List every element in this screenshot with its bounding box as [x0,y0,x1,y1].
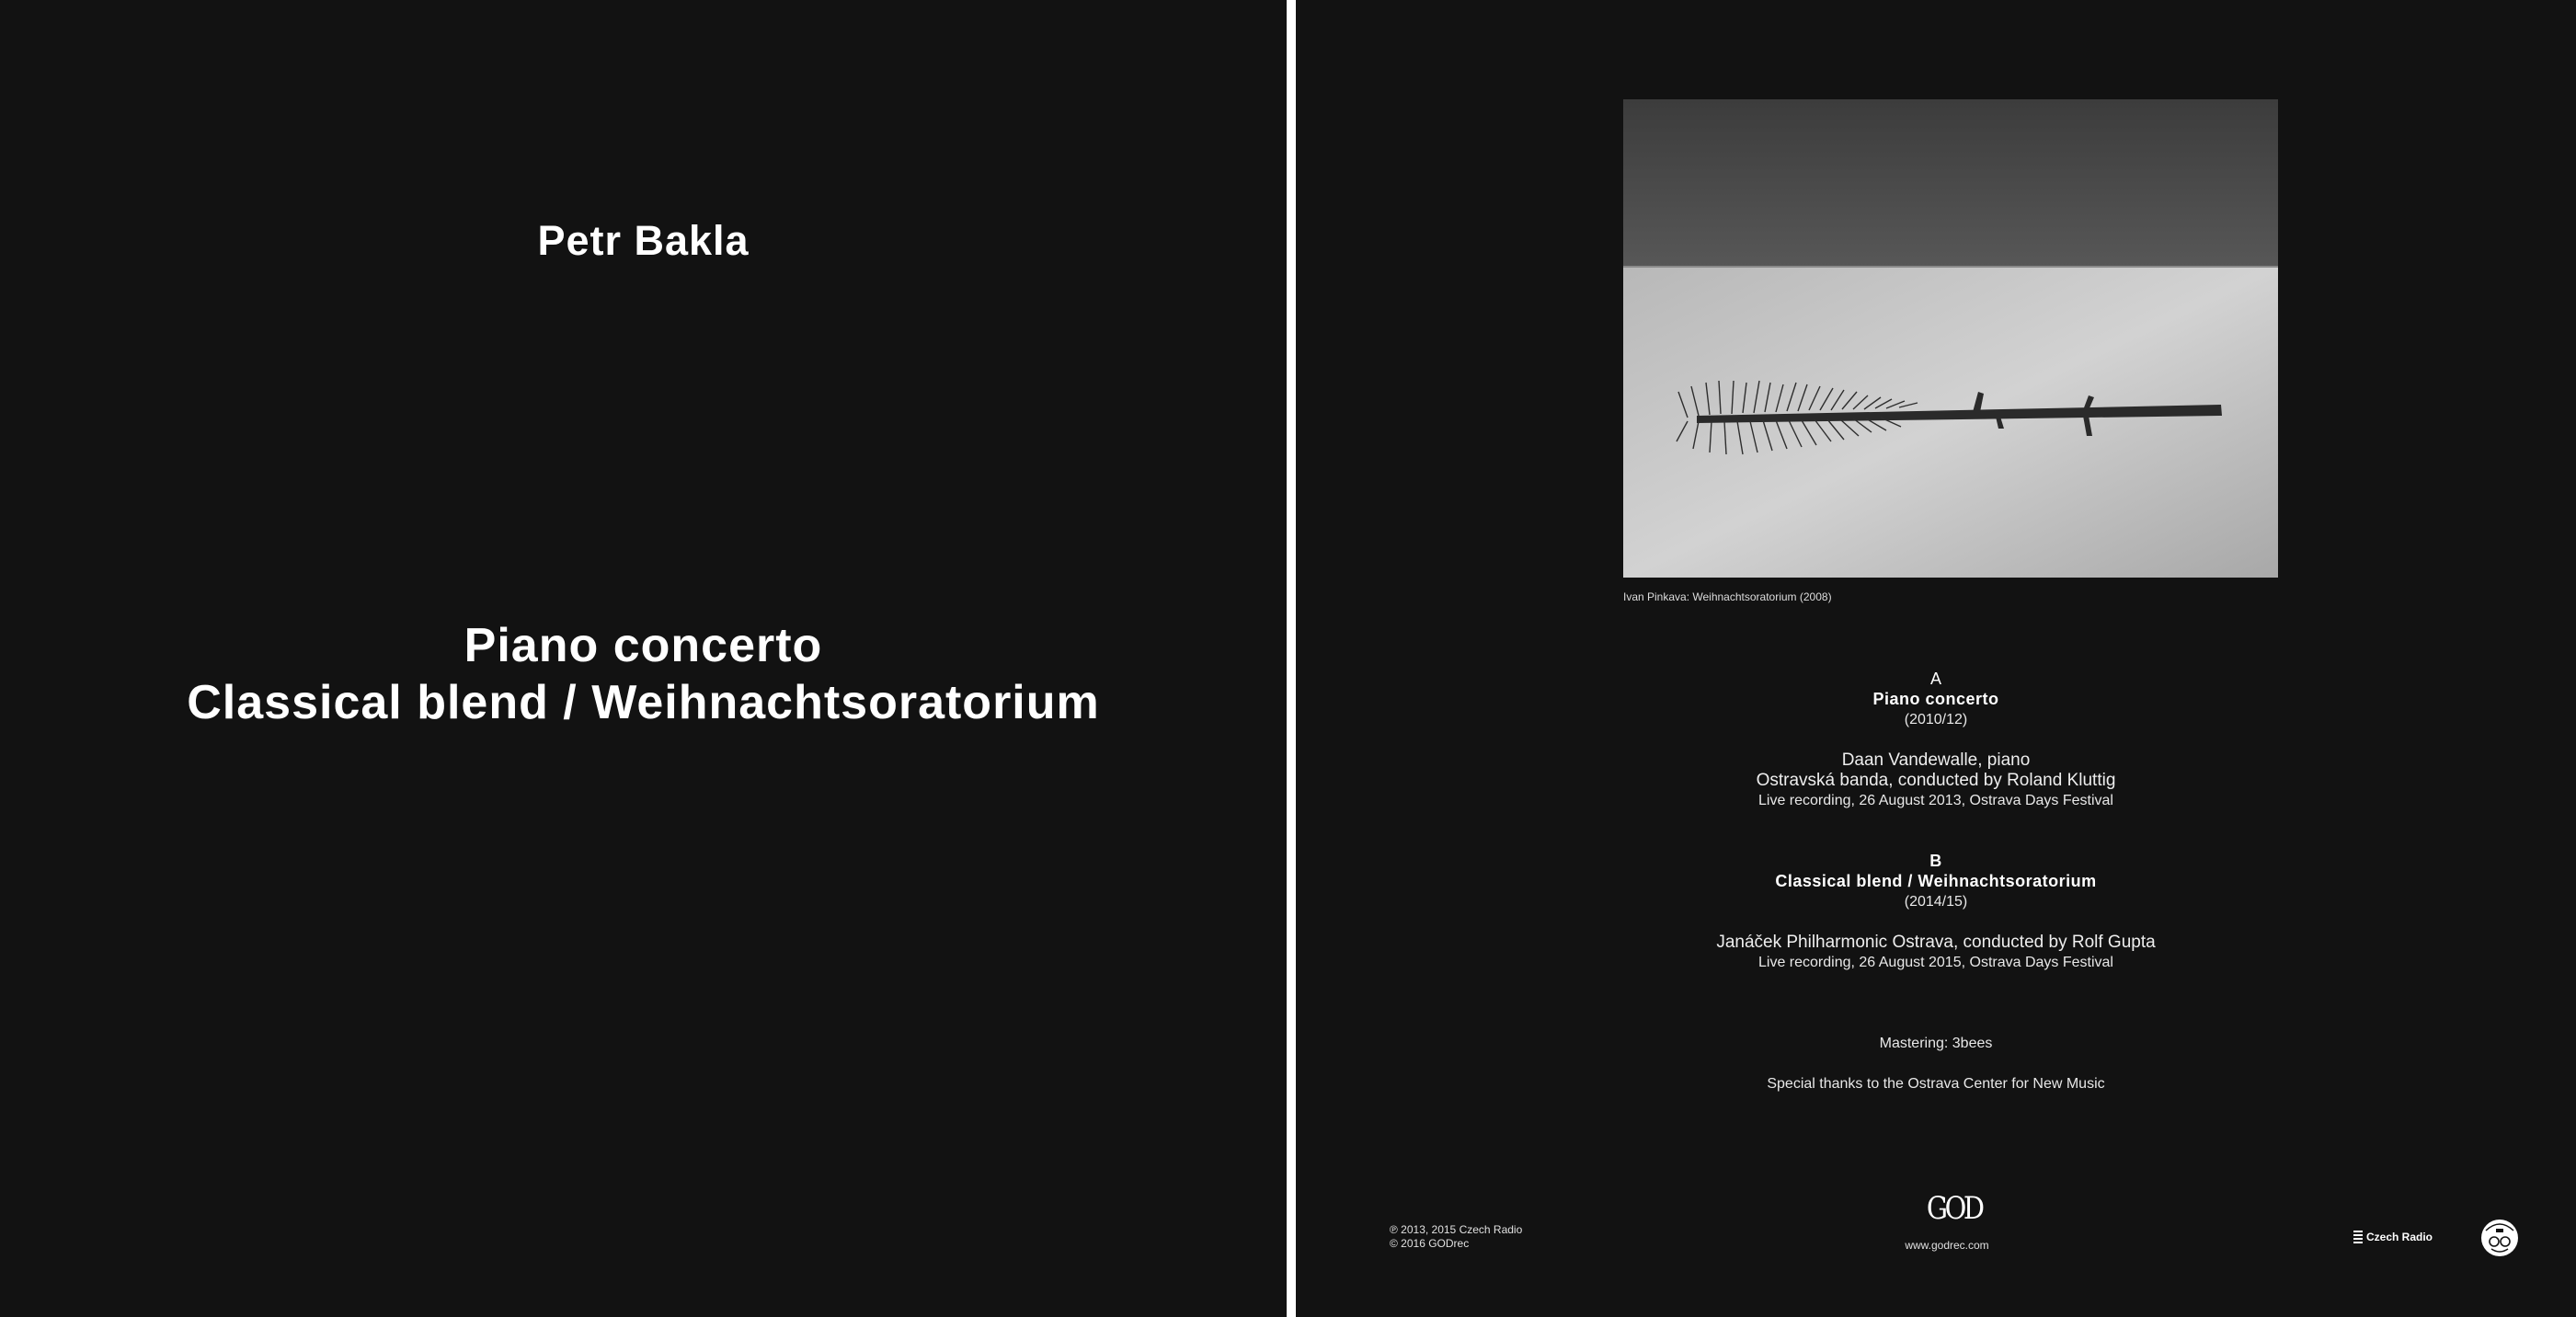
back-cover [1296,0,2576,1317]
czech-radio-logo [2353,1231,2433,1243]
copyright-block [1390,1223,1522,1251]
special-thanks: Special thanks to the Ostrava Center for New Music [1767,1076,2105,1092]
side-b-years: (2014/15) [1904,894,1968,910]
side-a-years: (2010/12) [1904,712,1968,727]
copyright-line2: © 2016 GODrec [1390,1237,1470,1250]
photo-caption: Ivan Pinkava: Weihnachtsoratorium (2008) [1623,590,1832,603]
album-title-line2: Classical blend / Weihnachtsoratorium [187,676,1100,729]
front-cover [0,0,1287,1317]
side-b-performer1: Janáček Philharmonic Ostrava, conducted by Rolf Gupta [1716,933,2156,952]
copyright-line1: ℗ 2013, 2015 Czech Radio [1390,1223,1523,1236]
side-b-recording: Live recording, 26 August 2015, Ostrava Days Festival [1758,955,2113,970]
website-url: www.godrec.com [1905,1239,1989,1252]
side-b-letter: B [1929,852,1942,870]
side-a-title: Piano concerto [1872,690,1999,708]
artist-name: Petr Bakla [537,217,750,264]
cover-photo [1623,99,2278,578]
branch-photo [1623,99,2278,578]
side-a-letter: A [1929,670,1941,688]
mastering-credit: Mastering: 3bees [1879,1036,1993,1051]
side-b-title: Classical blend / Weihnachtsoratorium [1775,872,2097,890]
side-a-recording: Live recording, 26 August 2013, Ostrava Days Festival [1758,793,2113,808]
godrec-logo: GOD [1926,1190,1982,1227]
album-title-line1: Piano concerto [464,619,823,672]
side-a-performer1: Daan Vandewalle, piano [1841,750,2031,770]
czech-radio-logo-text: Czech Radio [2366,1231,2433,1243]
czech-radio-logo-icon [2353,1231,2363,1243]
ostrava-emblem-icon [2479,1216,2521,1258]
side-a-performer2: Ostravská banda, conducted by Roland Kluttig [1756,771,2116,790]
